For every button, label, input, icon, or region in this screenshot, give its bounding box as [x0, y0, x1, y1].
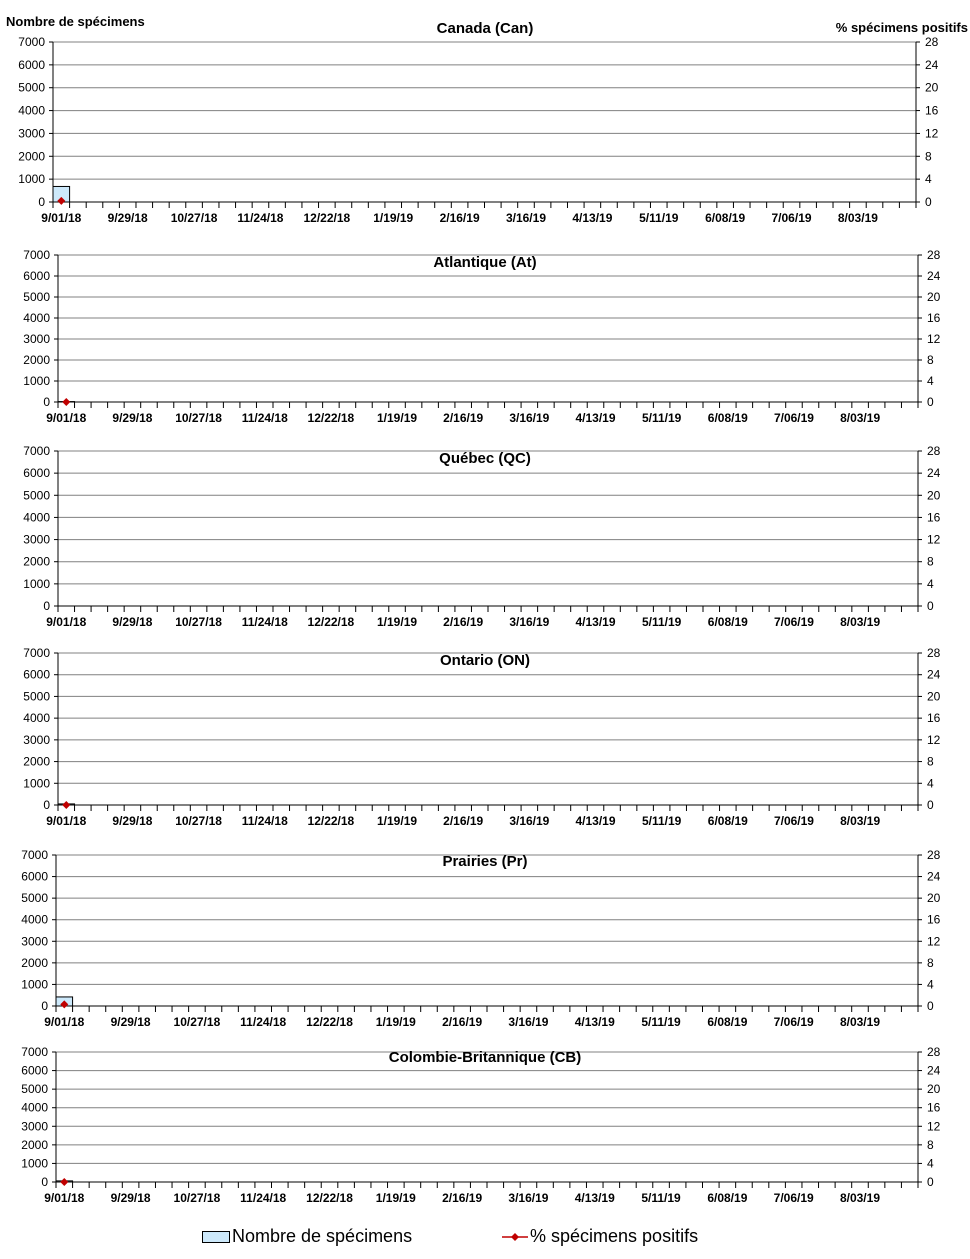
left-y-tick-label: 2000: [21, 1137, 48, 1152]
x-tick-label: 3/16/19: [509, 814, 550, 828]
right-y-tick-label: 20: [925, 80, 939, 95]
right-y-tick-label: 28: [925, 35, 939, 49]
right-y-tick-label: 28: [927, 1045, 941, 1059]
x-tick-label: 8/03/19: [840, 615, 881, 629]
right-y-tick-label: 28: [927, 646, 941, 660]
right-y-tick-label: 8: [927, 554, 934, 569]
legend-item-line: [502, 1226, 698, 1247]
x-tick-label: 5/11/19: [641, 615, 682, 629]
right-y-tick-label: 20: [927, 290, 941, 304]
x-tick-label: 2/16/19: [442, 1015, 483, 1029]
x-tick-label: 10/27/18: [175, 411, 222, 425]
x-tick-label: 9/29/18: [112, 814, 153, 828]
right-y-tick-label: 4: [927, 977, 934, 992]
left-y-tick-label: 3000: [23, 332, 50, 346]
percent-positive-point: [60, 1178, 68, 1186]
x-tick-label: 1/19/19: [375, 1191, 416, 1205]
legend-item-bars: [202, 1226, 412, 1247]
right-y-tick-label: 24: [927, 466, 941, 481]
x-tick-label: 4/13/19: [572, 211, 613, 225]
x-tick-label: 9/01/18: [46, 814, 87, 828]
right-y-tick-label: 20: [927, 1082, 941, 1097]
left-y-tick-label: 6000: [23, 667, 50, 682]
right-y-tick-label: 16: [927, 711, 941, 726]
percent-positive-point: [62, 398, 70, 406]
x-tick-label: 9/29/18: [110, 1191, 151, 1205]
right-y-tick-label: 24: [927, 667, 941, 682]
chart-title: Québec (QC): [439, 450, 531, 467]
x-tick-label: 5/11/19: [641, 1191, 681, 1205]
x-tick-label: 10/27/18: [170, 211, 218, 225]
right-y-tick-label: 0: [927, 798, 934, 812]
x-tick-label: 4/13/19: [575, 615, 616, 629]
right-y-tick-label: 12: [925, 126, 939, 141]
x-tick-label: 2/16/19: [439, 211, 480, 225]
left-y-tick-label: 6000: [21, 869, 48, 884]
x-tick-label: 5/11/19: [639, 211, 679, 225]
left-y-tick-label: 3000: [23, 532, 50, 547]
x-tick-label: 2/16/19: [443, 615, 484, 629]
right-y-tick-label: 4: [925, 172, 932, 187]
right-y-tick-label: 4: [927, 576, 934, 591]
x-tick-label: 10/27/18: [175, 615, 222, 629]
left-y-tick-label: 2000: [18, 149, 45, 164]
chart-title: Ontario (ON): [440, 652, 530, 669]
x-tick-label: 1/19/19: [377, 814, 418, 828]
x-tick-label: 12/22/18: [307, 615, 355, 629]
x-tick-label: 2/16/19: [442, 1191, 483, 1205]
left-y-tick-label: 3000: [18, 126, 45, 141]
x-tick-label: 3/16/19: [508, 1191, 549, 1205]
left-y-tick-label: 1000: [18, 172, 45, 187]
x-tick-label: 12/22/18: [307, 814, 355, 828]
x-tick-label: 4/13/19: [574, 1191, 615, 1205]
left-y-tick-label: 0: [38, 195, 45, 209]
x-tick-label: 9/01/18: [44, 1191, 85, 1205]
left-y-tick-label: 2000: [23, 754, 50, 769]
x-tick-label: 2/16/19: [443, 814, 484, 828]
x-tick-label: 8/03/19: [839, 1015, 881, 1029]
left-y-tick-label: 7000: [23, 248, 50, 262]
right-y-tick-label: 0: [927, 599, 934, 613]
x-tick-label: 11/24/18: [241, 615, 288, 629]
x-tick-label: 11/24/18: [240, 1191, 287, 1205]
x-tick-label: 12/22/18: [306, 1015, 353, 1029]
right-y-tick-label: 0: [927, 395, 934, 409]
chart-title: Atlantique (At): [433, 254, 537, 271]
right-y-tick-label: 24: [927, 269, 941, 283]
x-tick-label: 6/08/19: [707, 1191, 748, 1205]
x-tick-label: 12/22/18: [306, 1191, 353, 1205]
left-y-tick-label: 4000: [18, 103, 45, 118]
legend-line-swatch-icon: [502, 1231, 530, 1243]
chart-title: Prairies (Pr): [442, 853, 528, 870]
left-y-tick-label: 4000: [23, 711, 50, 726]
right-y-tick-label: 8: [925, 149, 932, 164]
x-tick-label: 6/08/19: [705, 211, 746, 225]
x-tick-label: 11/24/18: [241, 814, 288, 828]
x-tick-label: 7/06/19: [773, 615, 814, 629]
x-tick-label: 6/08/19: [707, 814, 748, 828]
x-tick-label: 4/13/19: [575, 814, 616, 828]
x-tick-label: 7/06/19: [773, 1015, 814, 1029]
right-y-tick-label: 0: [927, 999, 934, 1013]
left-y-tick-label: 0: [41, 1175, 48, 1189]
left-y-tick-label: 4000: [21, 1100, 48, 1115]
x-tick-label: 1/19/19: [375, 1015, 416, 1029]
right-y-tick-label: 8: [927, 955, 934, 970]
x-tick-label: 1/19/19: [377, 615, 418, 629]
right-y-tick-label: 12: [927, 732, 941, 747]
chart-title: Colombie-Britannique (CB): [388, 1049, 582, 1066]
x-tick-label: 3/16/19: [508, 1015, 549, 1029]
left-axis-label: Nombre de spécimens: [6, 14, 145, 29]
right-y-tick-label: 12: [927, 1119, 941, 1134]
x-tick-label: 1/19/19: [373, 211, 414, 225]
x-tick-label: 11/24/18: [240, 1015, 287, 1029]
left-y-tick-label: 3000: [23, 732, 50, 747]
left-y-tick-label: 0: [41, 999, 48, 1013]
left-y-tick-label: 0: [43, 599, 50, 613]
x-tick-label: 7/06/19: [773, 814, 814, 828]
left-y-tick-label: 7000: [23, 646, 50, 660]
right-y-tick-label: 0: [927, 1175, 934, 1189]
left-y-tick-label: 2000: [23, 353, 50, 367]
x-tick-label: 8/03/19: [840, 814, 881, 828]
left-y-tick-label: 2000: [21, 955, 48, 970]
left-y-tick-label: 6000: [21, 1063, 48, 1078]
right-y-tick-label: 4: [927, 374, 934, 388]
x-tick-label: 7/06/19: [771, 211, 812, 225]
left-y-tick-label: 1000: [21, 1156, 48, 1171]
x-tick-label: 8/03/19: [837, 211, 878, 225]
right-y-tick-label: 4: [927, 776, 934, 791]
percent-positive-point: [62, 801, 70, 809]
left-y-tick-label: 6000: [23, 466, 50, 481]
x-tick-label: 9/01/18: [44, 1015, 85, 1029]
left-y-tick-label: 7000: [23, 444, 50, 458]
left-y-tick-label: 1000: [23, 374, 50, 388]
x-tick-label: 3/16/19: [505, 211, 547, 225]
x-tick-label: 6/08/19: [707, 411, 748, 425]
left-y-tick-label: 4000: [23, 510, 50, 525]
right-y-tick-label: 28: [927, 444, 941, 458]
left-y-tick-label: 7000: [21, 1045, 48, 1059]
x-tick-label: 12/22/18: [303, 211, 351, 225]
right-y-tick-label: 28: [927, 848, 941, 862]
right-y-tick-label: 8: [927, 353, 934, 367]
chart-title: Canada (Can): [436, 20, 534, 37]
right-y-tick-label: 24: [925, 57, 939, 72]
right-y-tick-label: 24: [927, 1063, 941, 1078]
left-y-tick-label: 0: [43, 395, 50, 409]
left-y-tick-label: 1000: [23, 776, 50, 791]
left-y-tick-label: 0: [43, 798, 50, 812]
x-tick-label: 3/16/19: [509, 615, 550, 629]
x-tick-label: 8/03/19: [839, 1191, 881, 1205]
x-tick-label: 7/06/19: [773, 1191, 814, 1205]
x-tick-label: 12/22/18: [307, 411, 355, 425]
x-tick-label: 9/29/18: [112, 615, 153, 629]
right-y-tick-label: 4: [927, 1156, 934, 1171]
left-y-tick-label: 7000: [18, 35, 45, 49]
left-y-tick-label: 1000: [23, 576, 50, 591]
left-y-tick-label: 5000: [18, 80, 45, 95]
x-tick-label: 9/01/18: [41, 211, 82, 225]
left-y-tick-label: 7000: [21, 848, 48, 862]
legend-bar-swatch-icon: [202, 1231, 230, 1243]
x-tick-label: 4/13/19: [574, 1015, 615, 1029]
legend-bars-label: Nombre de spécimens: [232, 1226, 413, 1246]
left-y-tick-label: 5000: [21, 891, 48, 906]
right-y-tick-label: 8: [927, 754, 934, 769]
x-tick-label: 9/29/18: [112, 411, 153, 425]
right-y-tick-label: 16: [927, 912, 941, 927]
left-y-tick-label: 6000: [18, 57, 45, 72]
right-y-tick-label: 8: [927, 1137, 934, 1152]
x-tick-label: 6/08/19: [707, 1015, 748, 1029]
legend-line-label: % spécimens positifs: [530, 1226, 699, 1246]
right-y-tick-label: 28: [927, 248, 941, 262]
right-y-tick-label: 20: [927, 488, 941, 503]
legend: [0, 1224, 970, 1254]
x-tick-label: 10/27/18: [173, 1015, 221, 1029]
left-y-tick-label: 6000: [23, 269, 50, 283]
x-tick-label: 10/27/18: [175, 814, 222, 828]
x-tick-label: 5/11/19: [641, 1015, 681, 1029]
left-y-tick-label: 5000: [23, 290, 50, 304]
right-y-tick-label: 20: [927, 891, 941, 906]
left-y-tick-label: 5000: [23, 488, 50, 503]
left-y-tick-label: 2000: [23, 554, 50, 569]
left-y-tick-label: 4000: [21, 912, 48, 927]
left-y-tick-label: 3000: [21, 934, 48, 949]
x-tick-label: 11/24/18: [241, 411, 288, 425]
x-tick-label: 6/08/19: [707, 615, 748, 629]
right-y-tick-label: 12: [927, 934, 941, 949]
x-tick-label: 9/29/18: [107, 211, 148, 225]
left-y-tick-label: 5000: [23, 689, 50, 704]
x-tick-label: 10/27/18: [173, 1191, 221, 1205]
x-tick-label: 9/01/18: [46, 615, 87, 629]
right-y-tick-label: 16: [927, 510, 941, 525]
x-tick-label: 4/13/19: [575, 411, 616, 425]
left-y-tick-label: 4000: [23, 311, 50, 325]
x-tick-label: 7/06/19: [773, 411, 814, 425]
x-tick-label: 9/29/18: [110, 1015, 151, 1029]
x-tick-label: 5/11/19: [641, 411, 682, 425]
x-tick-label: 3/16/19: [509, 411, 550, 425]
right-axis-label: % spécimens positifs: [835, 20, 968, 35]
right-y-tick-label: 24: [927, 869, 941, 884]
left-y-tick-label: 3000: [21, 1119, 48, 1134]
x-tick-label: 8/03/19: [840, 411, 881, 425]
x-tick-label: 5/11/19: [641, 814, 682, 828]
x-tick-label: 1/19/19: [377, 411, 418, 425]
right-y-tick-label: 16: [927, 1100, 941, 1115]
x-tick-label: 11/24/18: [237, 211, 284, 225]
right-y-tick-label: 16: [925, 103, 939, 118]
left-y-tick-label: 5000: [21, 1082, 48, 1097]
left-y-tick-label: 1000: [21, 977, 48, 992]
right-y-tick-label: 20: [927, 689, 941, 704]
x-tick-label: 9/01/18: [46, 411, 87, 425]
x-tick-label: 2/16/19: [443, 411, 484, 425]
right-y-tick-label: 12: [927, 532, 941, 547]
right-y-tick-label: 16: [927, 311, 941, 325]
right-y-tick-label: 12: [927, 332, 941, 346]
right-y-tick-label: 0: [925, 195, 932, 209]
